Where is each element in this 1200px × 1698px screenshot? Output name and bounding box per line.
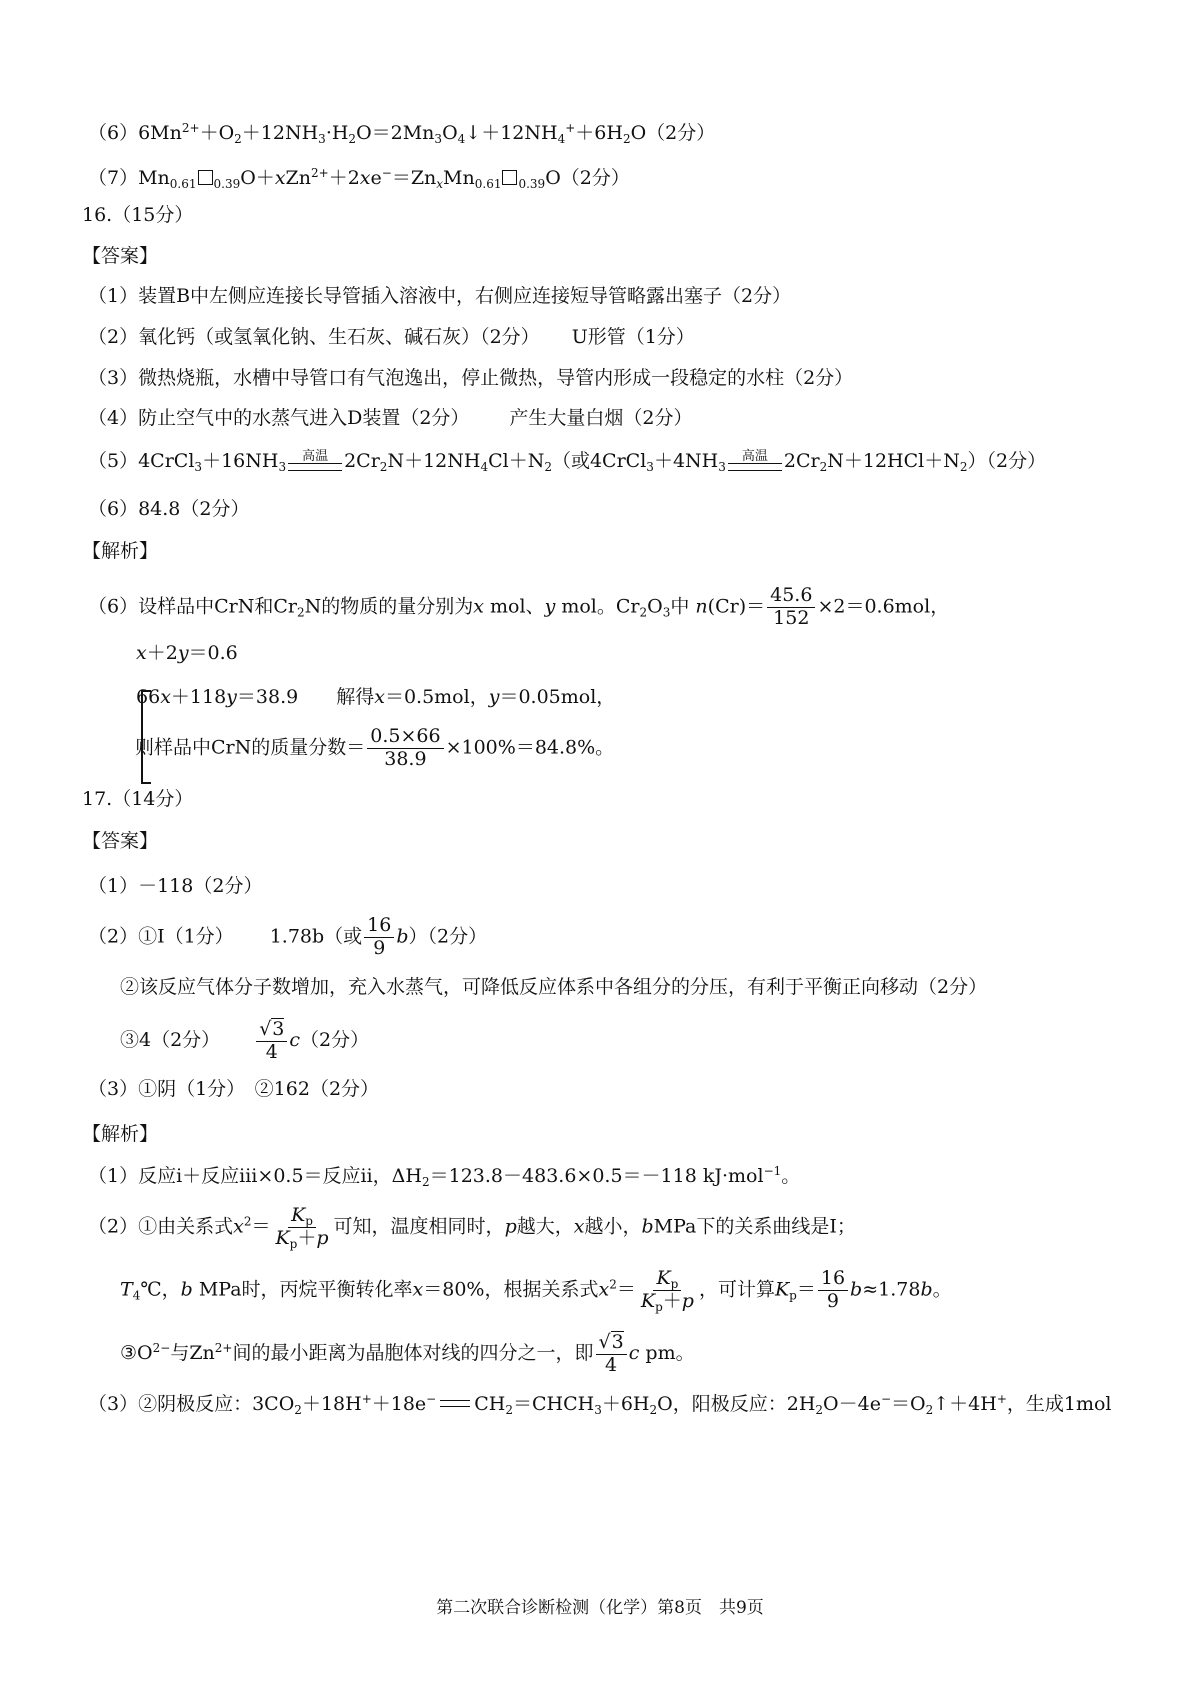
- q17-answer-2-1: （2）①Ⅰ（1分） 1.78b（或 $\frac{16}{9}$ b）（2分）: [88, 914, 488, 959]
- q16-analysis-mass-fraction: 则样品中CrN的质量分数＝ $\frac{0.5\times 66}{38.9}$ ×100%＝84.8%。: [135, 725, 615, 770]
- q17-analysis-3: （3）②阴极反应：$3CO_2+18H^++18e^-$ $CH_2=CHCH_3+6H_2O$，阳极反应：$2H_2O-4e^-=O_2↑+4H^+$，生成1mol: [88, 1392, 1112, 1417]
- q17-answer-heading: 【答案】: [82, 830, 159, 852]
- q16-header: 16.（15分）: [82, 204, 194, 226]
- q17-answer-1: （1）－118（2分）: [88, 875, 263, 897]
- q16-answer-2: （2）氧化钙（或氢氧化钠、生石灰、碱石灰）（2分） U形管（1分）: [88, 326, 695, 348]
- q17-answer-2-2: ②该反应气体分子数增加，充入水蒸气，可降低反应体系中各组分的分压，有利于平衡正向移动（2分）: [120, 976, 988, 998]
- q16-answer-6: （6）84.8（2分）: [88, 498, 250, 520]
- page-footer: 第二次联合诊断检测（化学）第8页 共9页: [436, 1598, 764, 1618]
- high-temp-equals: 高温: [288, 450, 342, 476]
- high-temp-equals-2: 高温: [728, 450, 782, 476]
- q17-analysis-2-3: $③O^{2-}$与$Zn^{2+}$间的最小距离为晶胞体对线的四分之一，即 $\frac{√3}{4}$ c pm。: [120, 1331, 695, 1376]
- fraction-0-5x66-over-38-9: $\frac{0.5\times 66}{38.9}$: [367, 726, 443, 771]
- q16-answer-3: （3）微热烧瓶，水槽中导管口有气泡逸出，停止微热，导管内形成一段稳定的水柱（2分）: [88, 367, 854, 389]
- q17-analysis-2-2: $T_4℃$，b MPa时，丙烷平衡转化率x＝80%，根据关系式$x^2=$ $\frac{K_p}{K_p+p}$ ，可计算$K_p=$ $\frac{16}{9}$ b≈1.78b。: [120, 1267, 952, 1314]
- q16-analysis-6-intro: （6）设样品中CrN和$Cr_2N$的物质的量分别为x mol、y mol。$Cr_2O_3$中 n(Cr)＝ $\frac{45.6}{152}$ ×2＝0.6mol，: [88, 584, 950, 629]
- q17-header: 17.（14分）: [82, 788, 194, 810]
- q16-answer-5: $(5)4CrCl_3+16NH_3$ 高温 $2Cr_2N+12NH_4Cl+N_2$（或$4CrCl_3+4NH_3$ 高温 $2Cr_2N+12HCl+N_2)(2$分）: [88, 446, 1046, 476]
- q17-answer-2-3: ③4（2分） $\frac{√3}{4}$ c（2分）: [120, 1018, 370, 1063]
- q17-answer-3: （3）①阴（1分） ②162（2分）: [88, 1078, 380, 1100]
- q16-answer-1: （1）装置B中左侧应连接长导管插入溶液中，右侧应连接短导管略露出塞子（2分）: [88, 285, 792, 307]
- q15-answer-6: $(6)6Mn^{2+}+O_2+12NH_3\cdot H_2O=2Mn_3O_4↓+12NH_4^++6H_2O(2$分）: [88, 121, 716, 146]
- fraction-sqrt3-over-4-b: $\frac{√3}{4}$: [596, 1331, 627, 1377]
- q15-answer-7: $(7)Mn_{0.61}$ $_{0.39}O+xZn^{2+}+2xe^-=Zn_xMn_{0.61}$ $_{0.39}$O（2分）: [88, 166, 630, 191]
- fraction-16-over-9-b: $\frac{16}{9}$: [818, 1268, 848, 1313]
- fraction-16-over-9: $\frac{16}{9}$: [364, 915, 394, 960]
- q16-system-eq1: x＋2y＝0.6: [136, 642, 238, 664]
- q16-answer-4: （4）防止空气中的水蒸气进入D装置（2分） 产生大量白烟（2分）: [88, 407, 693, 429]
- fraction-kp-over-kp-plus-p-2: $\frac{K_p}{K_p+p}$: [640, 1267, 694, 1314]
- q16-analysis-heading: 【解析】: [82, 540, 159, 562]
- q17-analysis-2-1: （2）①由关系式$x^2=$ $\frac{K_p}{K_p+p}$ 可知，温度相同时，p越大，x越小，bMPa下的关系曲线是Ⅰ；: [88, 1204, 856, 1251]
- q17-analysis-1: （1）反应ⅰ＋反应ⅲ×0.5＝反应ⅱ，$\Delta H_2=123.8-483.6\times 0.5=-118$ kJ·mol$^{-1}$。: [88, 1164, 801, 1189]
- q17-analysis-heading: 【解析】: [82, 1123, 159, 1145]
- fraction-45-6-over-152: $\frac{45.6}{152}$: [767, 585, 815, 630]
- fraction-sqrt3-over-4: $\frac{√3}{4}$: [256, 1018, 287, 1064]
- q16-answer-heading: 【答案】: [82, 245, 159, 267]
- q16-system-eq2: 66x＋118y＝38.9 解得x＝0.5mol，y＝0.05mol，: [136, 686, 616, 708]
- fraction-kp-over-kp-plus-p: $\frac{K_p}{K_p+p}$: [275, 1204, 329, 1251]
